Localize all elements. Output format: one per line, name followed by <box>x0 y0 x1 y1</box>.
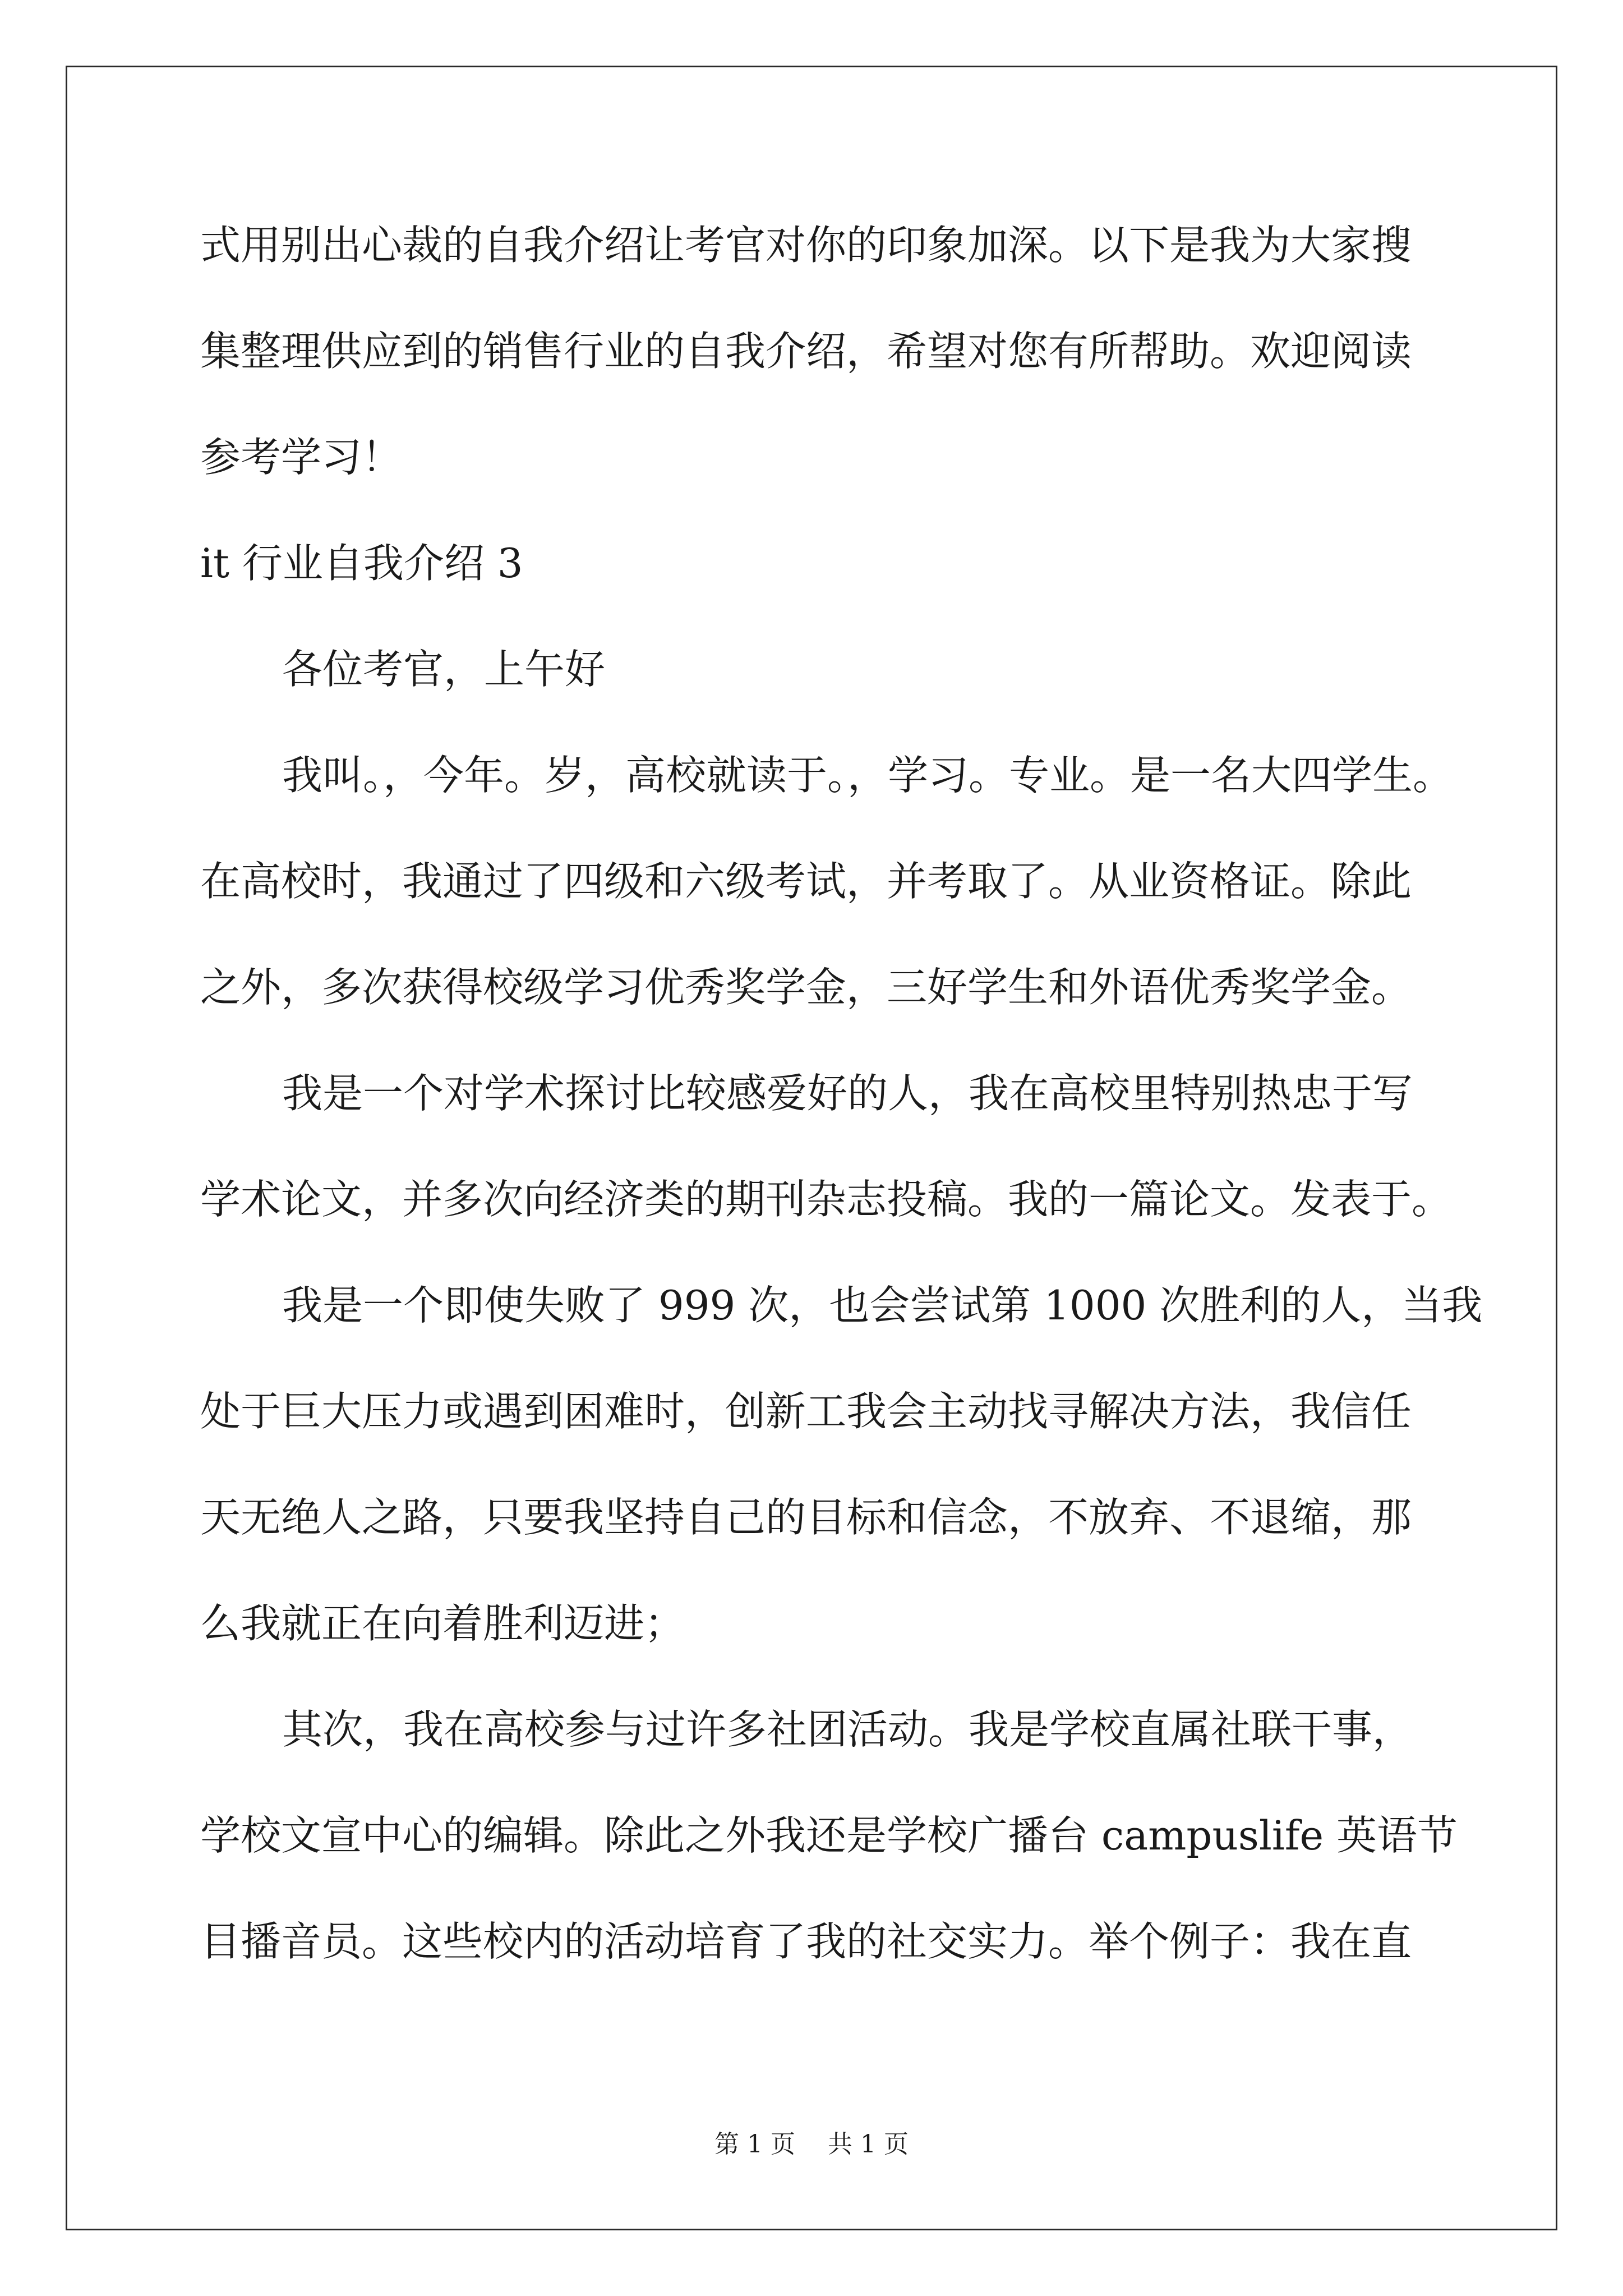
text-line: 参考学习！ <box>200 434 403 481</box>
text-line: 在高校时，我通过了四级和六级考试，并考取了。从业资格证。除此 <box>200 858 1412 905</box>
page-number-footer: 第 1 页 共 1 页 <box>714 2130 909 2159</box>
text-line: 学术论文，并多次向经济类的期刊杂志投稿。我的一篇论文。发表于。 <box>200 1176 1453 1223</box>
paragraph-start-line: 其次，我在高校参与过许多社团活动。我是学校直属社联干事， <box>282 1706 1413 1753</box>
section-heading: it 行业自我介绍 3 <box>200 540 523 587</box>
greeting-line: 各位考官，上午好 <box>282 646 606 693</box>
text-line: 学校文宣中心的编辑。除此之外我还是学校广播台 campuslife 英语节 <box>200 1812 1458 1859</box>
text-line: 式用别出心裁的自我介绍让考官对你的印象加深。以下是我为大家搜 <box>200 222 1412 269</box>
paragraph-start-line: 我是一个对学术探讨比较感爱好的人，我在高校里特别热忠于写 <box>282 1070 1413 1117</box>
text-line: 目播音员。这些校内的活动培育了我的社交实力。举个例子：我在直 <box>200 1918 1412 1965</box>
text-line: 集整理供应到的销售行业的自我介绍，希望对您有所帮助。欢迎阅读 <box>200 328 1412 375</box>
page-border <box>66 66 1557 2230</box>
paragraph-start-line: 我是一个即使失败了 999 次，也会尝试第 1000 次胜利的人，当我 <box>282 1282 1483 1329</box>
text-line: 天无绝人之路，只要我坚持自己的目标和信念，不放弃、不退缩，那 <box>200 1494 1412 1541</box>
text-line: 处于巨大压力或遇到困难时，创新工我会主动找寻解决方法，我信任 <box>200 1388 1412 1435</box>
text-line: 之外，多次获得校级学习优秀奖学金，三好学生和外语优秀奖学金。 <box>200 964 1412 1011</box>
paragraph-start-line: 我叫。，今年。岁，高校就读于。，学习。专业。是一名大四学生。 <box>282 752 1454 799</box>
text-line: 么我就正在向着胜利迈进； <box>200 1600 685 1647</box>
